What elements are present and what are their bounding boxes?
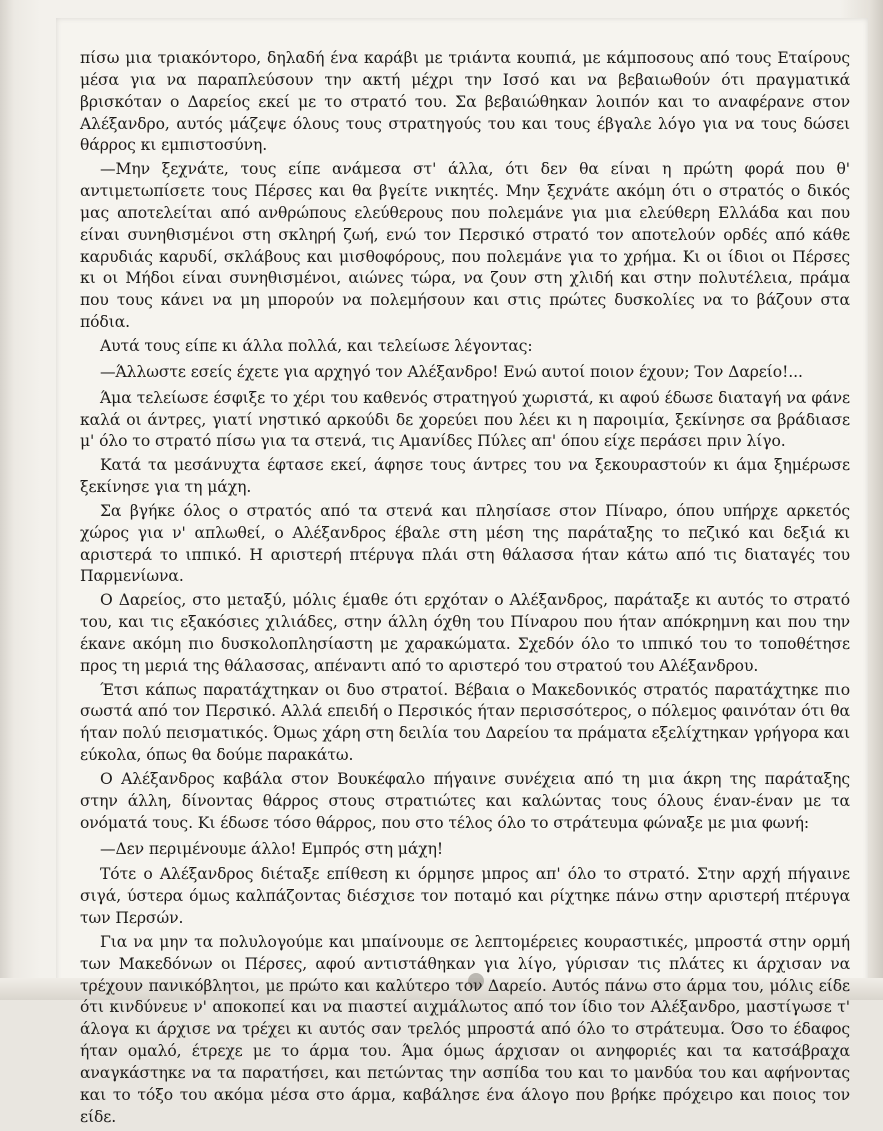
paragraph: Έτσι κάπως παρατάχτηκαν οι δυο στρατοί. Βέβαια ο Μακεδονικός στρατός παρατάχτηκε πιο σωστά από τον Περσικό. Αλλά επειδή ο Περσικός ήταν περισσότερος, ο πόλεμος φαινόταν ότι θα ήταν πολύ πεισματικός. Όμως χάρη στη δειλία του Δαρείου τα πράματα εξελίχτηκαν γρήγορα και εύκολα, όπως θα δούμε παρακάτω.: [80, 680, 850, 765]
paragraph: Κατά τα μεσάνυχτα έφτασε εκεί, άφησε τους άντρες του να ξεκουραστούν κι άμα ξημέρωσε ξεκίνησε για τη μάχη.: [80, 456, 850, 497]
paragraph: —Μην ξεχνάτε, τους είπε ανάμεσα στ' άλλα, ότι δεν θα είναι η πρώτη φορά που θ' αντιμετωπίσετε τους Πέρσες και θα βγείτε νικητές. Μην ξεχνάτε ακόμη ότι ο στρατός ο δικός μας αποτελείται από ανθρώπους ελεύθερους που πολεμάνε για μια ελεύθερη Ελλάδα και που είναι συνηθισμένοι στη σκληρή ζωή, ενώ τον Περσικό στρατό τον αποτελούν ορδές από κάθε καρυδιάς καρυδί, σκλάβους και μισθοφόρους, που πολεμάνε για το χρήμα. Κι οι ίδιοι οι Πέρσες κι οι Μήδοι είναι συνηθισμένοι, αιώνες τώρα, να ζουν στη χλιδή και στην πολυτέλεια, πράμα που τους κάνει να μη μπορούν να πολεμήσουν και στις πρώτες δυσκολίες να το βάζουν στα πόδια.: [80, 160, 850, 332]
paragraph: πίσω μια τριακόντορο, δηλαδή ένα καράβι με τριάντα κουπιά, με κάμποσους από τους Εταίρους μέσα για να παραπλεύσουν την ακτή μέχρι την Ισσό και να βεβαιωθούν ότι πραγματικά βρισκόταν ο Δαρείος εκεί με το στρατό του. Σα βεβαιώθηκαν λοιπόν και το αναφέρανε στον Αλέξανδρο, αυτός μάζεψε όλους τους στρατηγούς του και τους έβγαλε λόγο για να τους δώσει θάρρος κι εμπιστοσύνη.: [80, 49, 850, 155]
paragraph: Ο Δαρείος, στο μεταξύ, μόλις έμαθε ότι ερχόταν ο Αλέξανδρος, παράταξε κι αυτός το στρατό του, και τις εξακόσιες χιλιάδες, στην άλλη όχθη του Πίναρου που ήταν απόκρημνη και που την έκανε ακόμη πιο δυσκολοπλησίαστη με χαρακώματα. Σχεδόν όλο το ιππικό του το τοποθέτησε προς τη μεριά της θάλασσας, απέναντι από το αριστερό του στρατού του Αλέξανδρου.: [80, 591, 850, 675]
paragraph: Αυτά τους είπε κι άλλα πολλά, και τελείωσε λέγοντας:: [100, 336, 533, 355]
body-text: [80, 48, 850, 1131]
paragraph: Άμα τελείωσε έσφιξε το χέρι του καθενός στρατηγού χωριστά, κι αφού έδωσε διαταγή να φάνε καλά οι άντρες, γιατί νηστικό αρκούδι δε χορεύει που λέει κι η παροιμία, ξεκίνησε σα βράδιασε μ' όλο το στρατό πίσω για τα στενά, τις Αμανίδες Πύλες απ' όπου είχε περάσει πριν λίγο.: [80, 388, 850, 451]
paragraph: Ο Αλέξανδρος καβάλα στον Βουκέφαλο πήγαινε συνέχεια από τη μια άκρη της παράταξης στην άλλη, δίνοντας θάρρος στους στρατιώτες και καλώντας τους όλους έναν-έναν με τα ονόματά τους. Κι έδωσε τόσο θάρρος, που στο τέλος όλο το στράτευμα φώναξε με μια φωνή:: [80, 770, 850, 832]
dialogue-paragraph: —Δεν περιμένουμε άλλο! Εμπρός στη μάχη!: [100, 839, 444, 858]
paragraph: Για να μην τα πολυλογούμε και μπαίνουμε σε λεπτομέρειες κουραστικές, μπροστά στην ορμή των Μακεδόνων οι Πέρσες, αφού αντιστάθηκαν για λίγο, γύρισαν τις πλάτες κι άρχισαν να τρέχουν πανικόβλητοι, με πρώτο και καλύτερο τον Δαρείο. Αυτός πάνω στο άρμα του, μόλις είδε ότι κινδύνευε ν' αποκοπεί και να πιαστεί αιχμάλωτος από τον ίδιο τον Αλέξανδρο, μαστίγωσε τ' άλογα κι άρχισε να τρέχει κι αυτός σαν τρελός μπροστά από όλο το στράτευμα. Όσο το έδαφος ήταν ομαλό, έτρεχε με το άρμα του. Άμα όμως άρχισαν οι ανηφοριές και τα κατσάβραχα αναγκάστηκε να τα παρατήσει, και πετώντας την ασπίδα του και το μανδύα του και αφήνοντας και το τόξο του ακόμα μέσα στο άρμα, καβάλησε ένα άλογο που βρήκε πρόχειρο και ποιος τον είδε.: [80, 932, 850, 1126]
paragraph: Τότε ο Αλέξανδρος διέταξε επίθεση κι όρμησε μπρος απ' όλο το στρατό. Στην αρχή πήγαινε σιγά, ύστερα όμως καλπάζοντας διέσχισε τον ποταμό και ρίχτηκε πάνω στην αριστερή πτέρυγα των Περσών.: [80, 865, 850, 928]
dialogue-paragraph: —Άλλωστε εσείς έχετε για αρχηγό τον Αλέξανδρο! Ενώ αυτοί ποιον έχουν; Τον Δαρείο!...: [100, 362, 803, 381]
paragraph: Σα βγήκε όλος ο στρατός από τα στενά και πλησίασε στον Πίναρο, όπου υπήρχε αρκετός χώρος για ν' απλωθεί, ο Αλέξανδρος έβαλε στη μέση της παράταξης το πεζικό και δεξιά κι αριστερά το ιππικό. Η αριστερή πτέρυγα πλάι στη θάλασσα ήταν κάτω από τις διαταγές του Παρμενίωνα.: [80, 501, 850, 586]
